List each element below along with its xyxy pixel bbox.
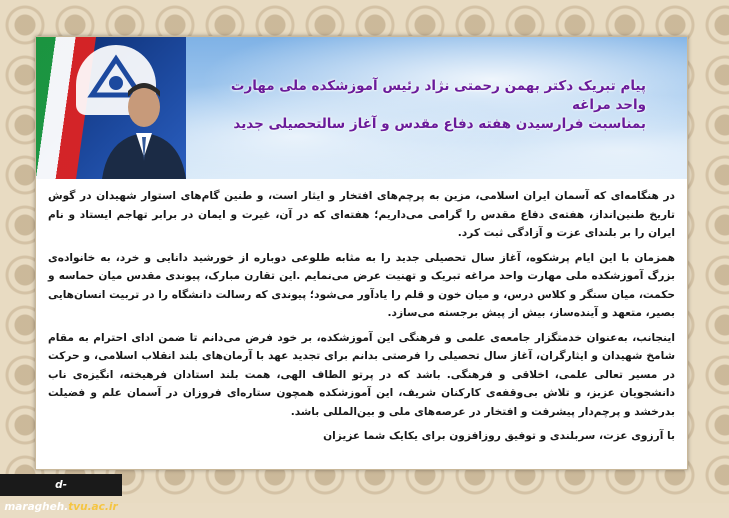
watermark-suffix: tvu.ac.ir — [68, 501, 118, 513]
news-card — [35, 36, 688, 470]
paragraph-1: در هنگامه‌ای که آسمان ایران اسلامی، مزین به پرچم‌های افتخار و ایثار است، و طنین گام‌های استوار شهیدان در گوش تاریخ طنین‌انداز، هفته‌ی دفاع مقدس را گرامی می‌داریم؛ هفته‌ای که در آن، غیرت و ایمان در برابر تهاجم ایستاد و نام ایران را بر بلندای عزت و آزادگی ثبت کرد. — [48, 190, 675, 239]
header-photo — [36, 37, 186, 179]
paragraph-2: همزمان با این ایام پرشکوه، آغاز سال تحصیلی جدید را به مثابه طلوعی دوباره از خورشید دانایی و خرد، به خانواده‌ی بزرگ آموزشکده ملی مهارت واحد مراغه تبریک و تهنیت عرض می‌نمایم .این تقارن مبارک، پیوندی مقدس میان حماسه و حکمت، میان سنگر و کلاس درس، و میان خون و قلم را یادآور می‌شود؛ پیوندی که رسالت دانشگاه را در تربیت انسان‌هایی بصیر، متعهد و آینده‌ساز، بیش از پیش برجسته می‌سازد. — [48, 251, 675, 319]
site-watermark — [0, 474, 122, 513]
banner-title-line-1: پیام تبریک دکتر بهمن رحمتی نژاد رئیس آموزشکده ملی مهارت واحد مراغه — [230, 78, 646, 113]
paragraph-3: اینجانب، به‌عنوان خدمتگزار جامعه‌ی علمی و فرهنگی این آموزشکده، بر خود فرض می‌دانم تا ضمن ادای احترام به مقام شامخ شهیدان و ایثارگران، آغاز سال تحصیلی را فرصتی بدانم برای تجدید عهد با آرمان‌های بلند انقلاب اسلامی، و حرکت در مسیر تعالی علمی، اخلاقی و فرهنگی. باشد که در پرتو الطاف الهی، همت بلند استادان فرهیخته، انگیزه‌ی ناب دانشجویان عزیز، و تلاش بی‌وقفه‌ی کارکنان شریف، این آموزشکده همچون ستاره‌ای فروزان در آسمان علم و فضیلت بدرخشد و پرچم‌دار پیشرفت و افتخار در عرصه‌های ملی و بین‌المللی باشد. — [48, 331, 675, 418]
article-body — [48, 187, 675, 446]
watermark-prefix: d-maragheh. — [4, 479, 69, 513]
header-banner — [36, 37, 687, 179]
banner-title — [216, 77, 646, 134]
banner-title-line-2: بمناسبت فرارسیدن هفته دفاع مقدس و آغاز سالتحصیلی جدید — [233, 116, 646, 132]
person-portrait-icon — [98, 77, 186, 179]
paragraph-closing: با آرزوی عزت، سربلندی و توفیق روزافزون برای یکایک شما عزیزان — [323, 430, 675, 442]
